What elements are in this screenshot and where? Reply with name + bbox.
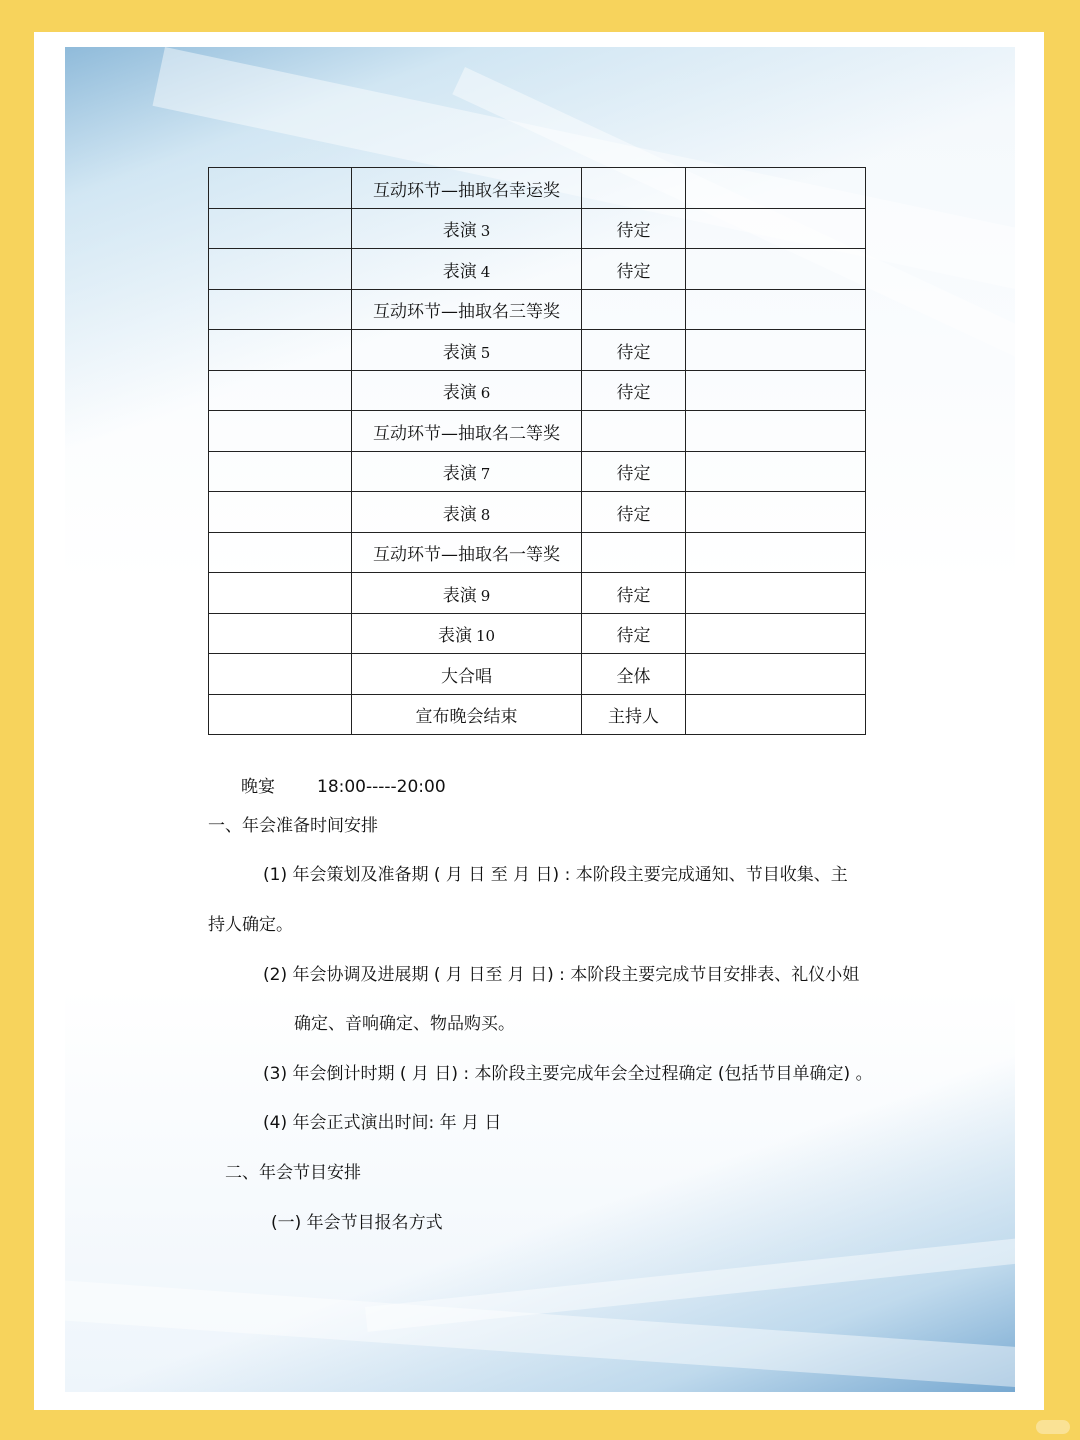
program-number: 3 xyxy=(480,222,491,240)
table-row xyxy=(209,370,866,411)
watermark-badge xyxy=(1036,1420,1070,1434)
performer: 待定 xyxy=(616,221,651,241)
table-row xyxy=(209,492,866,533)
row-performer-cell xyxy=(582,451,686,492)
program-item: 表演 xyxy=(442,464,477,484)
row-time-cell xyxy=(209,330,352,371)
row-performer-cell xyxy=(582,168,686,209)
program-item: 互动环节—抽取名一等奖 xyxy=(373,545,560,565)
row-note-cell xyxy=(686,289,866,330)
row-item-cell xyxy=(352,573,582,614)
row-performer-cell xyxy=(582,492,686,533)
program-schedule-table xyxy=(208,167,866,735)
program-item: 表演 xyxy=(442,261,477,282)
table-row xyxy=(209,613,866,654)
table-row xyxy=(209,330,866,371)
program-item: 表演 xyxy=(442,342,477,363)
section-1-title: 一、年会准备时间安排 xyxy=(208,816,378,836)
performer: 待定 xyxy=(616,342,651,363)
row-note-cell xyxy=(686,613,866,654)
table-row xyxy=(209,411,866,452)
performer: 待定 xyxy=(616,383,651,403)
program-number: 9 xyxy=(480,586,491,605)
row-time-cell xyxy=(209,249,352,290)
performer: 待定 xyxy=(616,626,651,646)
paragraph-2-line-2: 确定、音响确定、物品购买。 xyxy=(294,1014,515,1034)
row-performer-cell xyxy=(582,249,686,290)
row-note-cell xyxy=(686,532,866,573)
table-row xyxy=(209,694,866,735)
row-performer-cell xyxy=(582,208,686,249)
program-item: 表演 xyxy=(442,504,477,525)
table-row xyxy=(209,654,866,695)
program-number: 7 xyxy=(480,465,491,483)
program-item: 大合唱 xyxy=(441,666,492,687)
paragraph-3: (3) 年会倒计时期 ( 月 日) : 本阶段主要完成年会全过程确定 (包括节目单确定) 。 xyxy=(263,1064,873,1084)
row-note-cell xyxy=(686,694,866,735)
subsection-1-title: (一) 年会节目报名方式 xyxy=(271,1213,443,1233)
row-item-cell xyxy=(352,370,582,411)
table-row xyxy=(209,451,866,492)
performer: 待定 xyxy=(616,261,651,282)
performer: 待定 xyxy=(616,504,651,525)
row-time-cell xyxy=(209,411,352,452)
row-item-cell xyxy=(352,249,582,290)
row-performer-cell xyxy=(582,289,686,330)
row-time-cell xyxy=(209,654,352,695)
row-performer-cell xyxy=(582,694,686,735)
program-number: 6 xyxy=(480,384,491,402)
program-item: 互动环节—抽取名三等奖 xyxy=(373,302,560,322)
row-time-cell xyxy=(209,370,352,411)
row-time-cell xyxy=(209,168,352,209)
row-time-cell xyxy=(209,694,352,735)
performer: 主持人 xyxy=(608,707,659,727)
row-item-cell xyxy=(352,208,582,249)
row-performer-cell xyxy=(582,573,686,614)
row-item-cell xyxy=(352,613,582,654)
row-performer-cell xyxy=(582,370,686,411)
program-number: 4 xyxy=(480,262,491,281)
row-performer-cell xyxy=(582,411,686,452)
row-item-cell xyxy=(352,411,582,452)
program-item: 互动环节—抽取名幸运奖 xyxy=(373,180,560,201)
row-time-cell xyxy=(209,451,352,492)
table-row xyxy=(209,573,866,614)
row-note-cell xyxy=(686,208,866,249)
row-performer-cell xyxy=(582,330,686,371)
dinner-label: 晚宴 xyxy=(241,777,275,797)
paragraph-2-line-1: (2) 年会协调及进展期 ( 月 日至 月 日) : 本阶段主要完成节目安排表、礼仪小姐 xyxy=(263,965,860,985)
program-number: 5 xyxy=(480,343,491,362)
row-note-cell xyxy=(686,249,866,290)
table-row xyxy=(209,168,866,209)
row-note-cell xyxy=(686,573,866,614)
row-item-cell xyxy=(352,451,582,492)
row-note-cell xyxy=(686,411,866,452)
row-performer-cell xyxy=(582,532,686,573)
row-time-cell xyxy=(209,613,352,654)
performer: 待定 xyxy=(616,585,651,606)
paragraph-1-line-2: 持人确定。 xyxy=(208,915,293,935)
row-time-cell xyxy=(209,573,352,614)
program-number: 8 xyxy=(480,505,491,524)
table-row xyxy=(209,208,866,249)
row-note-cell xyxy=(686,370,866,411)
dinner-time: 18:00-----20:00 xyxy=(317,777,446,797)
row-time-cell xyxy=(209,289,352,330)
row-note-cell xyxy=(686,168,866,209)
performer: 全体 xyxy=(616,666,651,687)
row-performer-cell xyxy=(582,613,686,654)
program-item: 互动环节—抽取名二等奖 xyxy=(373,423,560,444)
program-item: 表演 xyxy=(442,585,477,606)
row-item-cell xyxy=(352,654,582,695)
row-item-cell xyxy=(352,492,582,533)
table-row xyxy=(209,532,866,573)
row-note-cell xyxy=(686,654,866,695)
row-item-cell xyxy=(352,168,582,209)
paragraph-1-line-1: (1) 年会策划及准备期 ( 月 日 至 月 日) : 本阶段主要完成通知、节目收集、主 xyxy=(263,865,848,885)
program-item: 宣布晚会结束 xyxy=(415,707,518,727)
row-note-cell xyxy=(686,330,866,371)
row-note-cell xyxy=(686,492,866,533)
section-2-title: 二、年会节目安排 xyxy=(225,1163,361,1183)
program-item: 表演 xyxy=(442,221,477,241)
program-item: 表演 xyxy=(437,626,472,646)
row-item-cell xyxy=(352,330,582,371)
table-row xyxy=(209,249,866,290)
performer: 待定 xyxy=(616,464,651,484)
row-time-cell xyxy=(209,208,352,249)
row-item-cell xyxy=(352,289,582,330)
row-note-cell xyxy=(686,451,866,492)
paragraph-4: (4) 年会正式演出时间: 年 月 日 xyxy=(263,1113,502,1133)
program-item: 表演 xyxy=(442,383,477,403)
row-item-cell xyxy=(352,694,582,735)
row-time-cell xyxy=(209,532,352,573)
document-page xyxy=(65,47,1015,1392)
row-performer-cell xyxy=(582,654,686,695)
table-row xyxy=(209,289,866,330)
program-number: 10 xyxy=(475,627,496,645)
row-item-cell xyxy=(352,532,582,573)
row-time-cell xyxy=(209,492,352,533)
